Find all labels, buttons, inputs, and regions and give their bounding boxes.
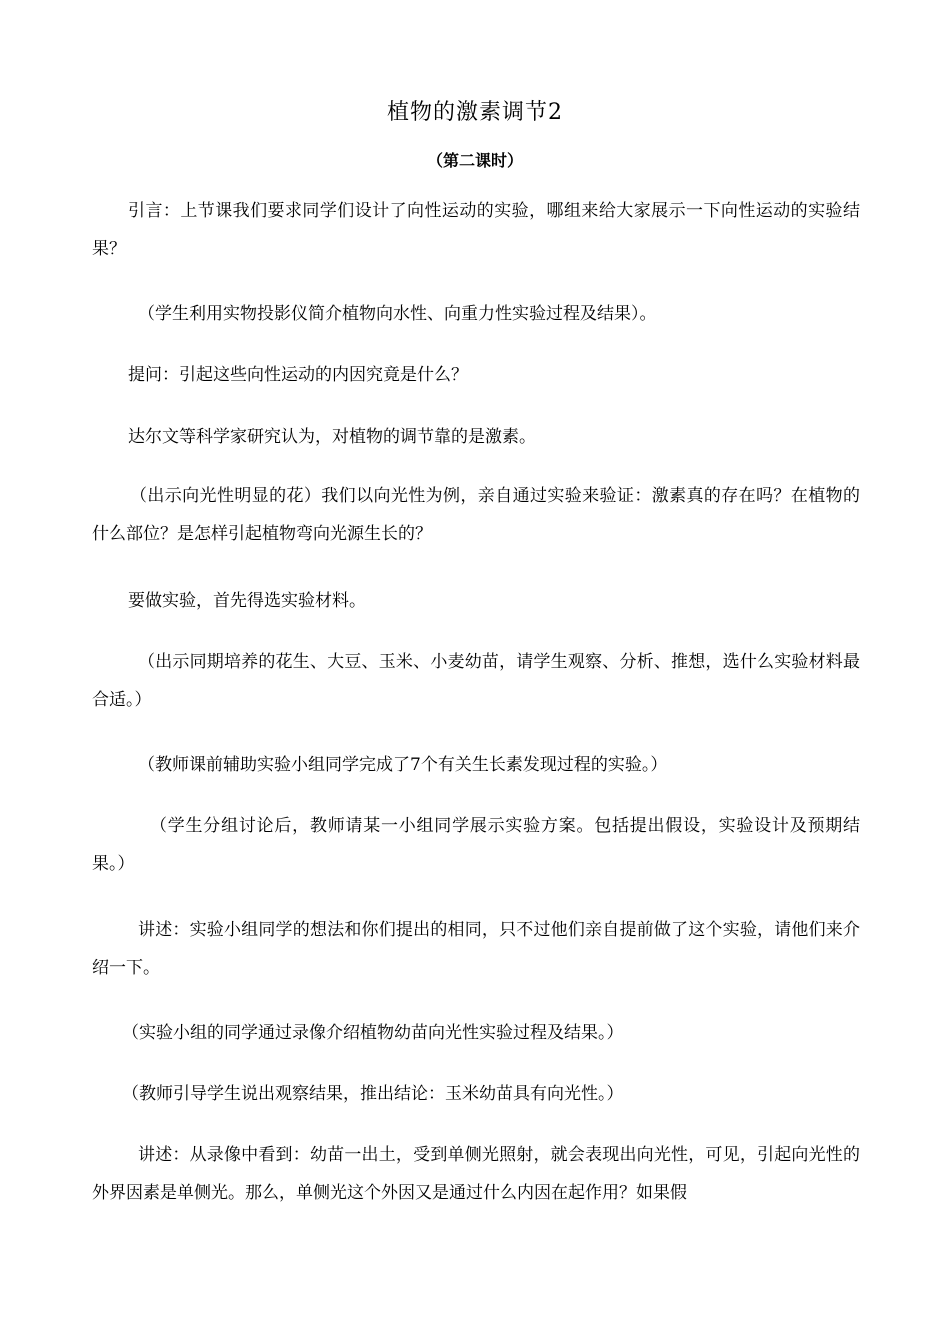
paragraph-3: 提问：引起这些向性运动的内因究竟是什么？ xyxy=(128,365,468,385)
paragraph-4: 达尔文等科学家研究认为，对植物的调节靠的是激素。 xyxy=(128,427,536,447)
document-subtitle: （第二课时） xyxy=(426,151,523,170)
paragraph-5: （出示向光性明显的花）我们以向光性为例，亲自通过实验来验证：激素真的存在吗？在植物的什么部位？是怎样引起植物弯向光源生长的？ xyxy=(92,486,860,544)
paragraph-7: （出示同期培养的花生、大豆、玉米、小麦幼苗，请学生观察、分析、推想，选什么实验材料最合适。） xyxy=(92,652,860,710)
document-title: 植物的激素调节2 xyxy=(387,100,563,125)
paragraph-6: 要做实验，首先得选实验材料。 xyxy=(128,591,366,611)
paragraph-9: （学生分组讨论后，教师请某一小组同学展示实验方案。包括提出假设，实验设计及预期结果。） xyxy=(92,816,860,874)
paragraph-11: （实验小组的同学通过录像介绍植物幼苗向光性实验过程及结果。） xyxy=(122,1023,624,1043)
paragraph-2: （学生利用实物投影仪简介植物向水性、向重力性实验过程及结果）。 xyxy=(138,304,657,324)
paragraph-12: （教师引导学生说出观察结果，推出结论：玉米幼苗具有向光性。） xyxy=(122,1084,624,1104)
paragraph-10: 讲述：实验小组同学的想法和你们提出的相同，只不过他们亲自提前做了这个实验，请他们来介绍一下。 xyxy=(92,920,860,978)
paragraph-8: （教师课前辅助实验小组同学完成了7个有关生长素发现过程的实验。） xyxy=(138,755,668,775)
paragraph-1: 引言：上节课我们要求同学们设计了向性运动的实验，哪组来给大家展示一下向性运动的实验结果？ xyxy=(92,201,860,259)
paragraph-13: 讲述：从录像中看到：幼苗一出土，受到单侧光照射，就会表现出向光性，可见，引起向光性的外界因素是单侧光。那么，单侧光这个外因又是通过什么内因在起作用？如果假 xyxy=(92,1145,860,1203)
